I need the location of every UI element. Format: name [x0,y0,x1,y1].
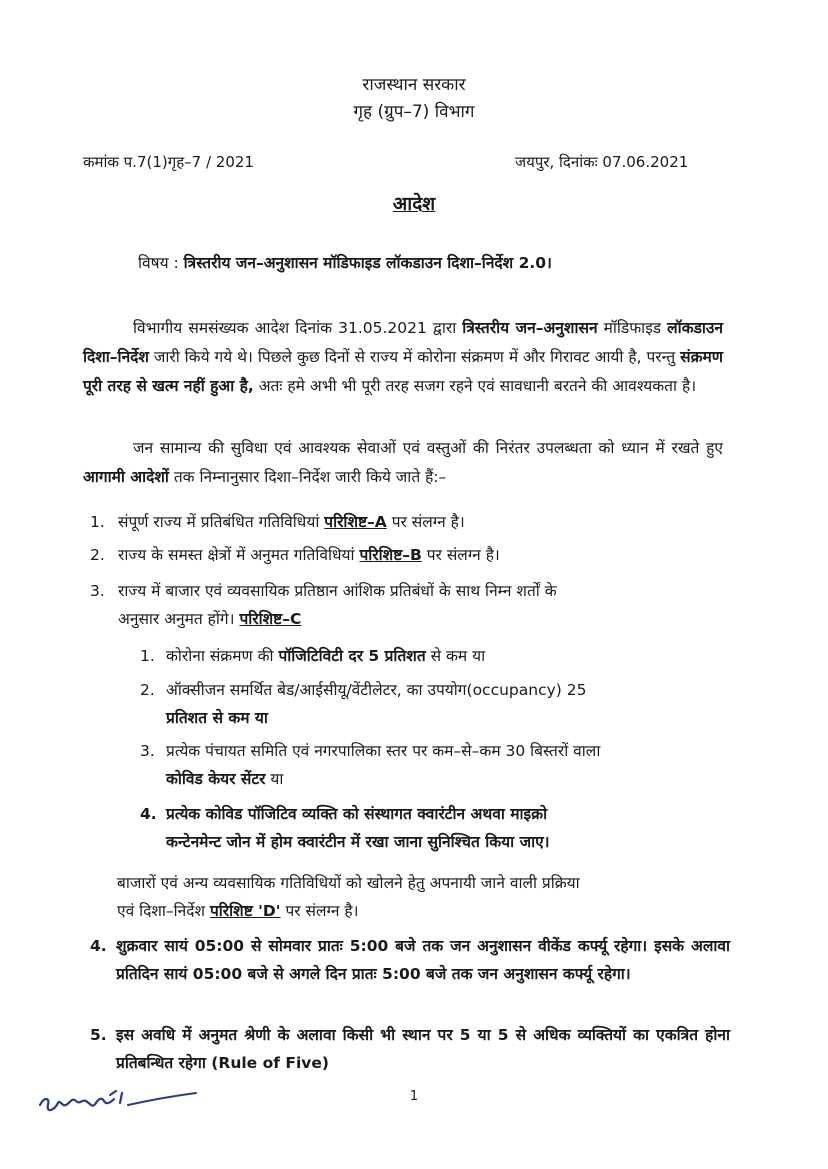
list-item [90,1021,730,1077]
para2-bold-1: आगामी आदेशों [83,468,169,486]
annexure-c-link: परिशिष्ट–C [239,610,302,628]
sub-list-item [140,737,725,795]
item-number: 5. [90,1026,107,1044]
item-text: शुक्रवार सायं 05:00 से सोमवार प्रातः 5:00 बजे तक जन अनुशासन वीकेंड कर्फ्यू रहेगा। इसके अलावा प्रतिदिन सायं 05:00 बजे से अगले दिन प्रातः 5:00 बजे तक जन अनुशासन कर्फ्यू रहेगा। [116,937,730,983]
subitem-text-end: या [265,770,284,788]
annexure-b-link: परिशिष्ट–B [359,546,422,564]
para1-text-4: अतः हमे अभी भी पूरी तरह सजग रहने एवं सावधानी बरतने की आवश्यकता है। [253,377,697,395]
signature-icon [36,1083,216,1123]
sub-list-item [140,642,725,670]
subitem-text-end: से कम या [425,647,486,665]
list-item [90,932,730,988]
item-number: 2. [90,546,105,564]
department-name: गृह (ग्रुप–7) विभाग [353,102,475,122]
item-text: राज्य के समस्त क्षेत्रों में अनुमत गतिविधियां [118,546,360,564]
subject-text: त्रिस्तरीय जन–अनुशासन मॉडिफाइड लॉकडाउन दिशा–निर्देश 2.0। [183,254,552,272]
subitem-number: 3. [140,742,155,760]
para1-bold-3: संक्रमण पूरी तरह से खत्म नहीं हुआ है, [83,348,723,395]
para1-text-2: मॉडिफाइड [597,319,668,337]
subject-prefix: विषय : [138,254,184,272]
item-text-end: पर संलग्न है। [386,513,465,531]
subitem-text: प्रत्येक पंचायत समिति एवं नगरपालिका स्तर पर कम–से–कम 30 बिस्तरों वाला [166,742,601,760]
para1-bold-1: त्रिस्तरीय जन–अनुशासन [462,319,598,337]
item-number: 3. [90,582,105,600]
annexure-d-link: परिशिष्ट 'D' [209,902,281,920]
para1-bold-2: लॉकडाउन दिशा–निर्देश [83,319,724,366]
list-item [90,541,730,569]
subitem-number: 4. [140,805,157,823]
subitem-bold: कोविड केयर सेंटर [166,770,266,788]
order-title: आदेश [392,193,436,215]
subitem-text-line2: कन्टेनमेन्ट जोन में होम क्वारंटीन में रखा जाना सुनिश्चित किया जाए। [166,833,550,851]
subitem-bold: पॉजिटिविटी दर 5 प्रतिशत [278,647,426,665]
sub-list-item [140,800,725,858]
reference-number: कमांक प.7(1)गृह–7 / 2021 [83,153,254,171]
subitem-text: प्रत्येक कोविड पॉजिटिव व्यक्ति को संस्थागत क्वारंटीन अथवा माइक्रो [166,805,548,823]
sub-list-item [140,676,725,734]
subitem-number: 2. [140,681,155,699]
subitem-bold: प्रतिशत से कम या [166,709,268,727]
item-number: 1. [90,513,105,531]
subject-line [138,251,552,273]
annexure-a-link: परिशिष्ट–A [324,513,387,531]
para3-line1: बाजारों एवं अन्य व्यवसायिक गतिविधियों को खोलने हेतु अपनायी जाने वाली प्रक्रिया [117,874,580,892]
paragraph-3 [117,869,727,927]
para3-text: एवं दिशा–निर्देश [117,902,210,920]
para3-text-end: पर संलग्न है। [280,902,359,920]
paragraph-2 [83,434,723,492]
list-item [90,508,730,536]
government-name: राजस्थान सरकार [362,75,466,95]
item-text-line2: अनुसार अनुमत होंगे। [118,610,240,628]
para1-text-3: जारी किये गये थे। पिछले कुछ दिनों से राज्य में कोरोना संक्रमण में और गिरावट आयी है, परन्तु [148,348,681,366]
para2-text-1: जन सामान्य की सुविधा एवं आवश्यक सेवाओं एवं वस्तुओं की निरंतर उपलब्धता को ध्यान में रखते हुए [133,439,723,457]
item-text: राज्य में बाजार एवं व्यवसायिक प्रतिष्ठान आंशिक प्रतिबंधों के साथ निम्न शर्तों के [118,582,557,600]
para2-text-2: तक निम्नानुसार दिशा–निर्देश जारी किये जाते हैं:– [168,468,447,486]
subitem-number: 1. [140,647,155,665]
item-text-end: पर संलग्न है। [421,546,500,564]
page-number: 1 [409,1089,419,1104]
item-number: 4. [90,937,107,955]
item-text: संपूर्ण राज्य में प्रतिबंधित गतिविधियां [118,513,325,531]
place-date: जयपुर, दिनांकः 07.06.2021 [515,153,689,171]
paragraph-1 [83,314,723,401]
subitem-text: कोरोना संक्रमण की [166,647,279,665]
subitem-text: ऑक्सीजन समर्थित बेड/आईसीयू/वेंटीलेटर, का उपयोग(occupancy) 25 [166,681,587,699]
item-text: इस अवधि में अनुमत श्रेणी के अलावा किसी भी स्थान पर 5 या 5 से अधिक व्यक्तियों का एकत्रित होना प्रतिबन्धित रहेगा (Rule of Five) [116,1026,730,1072]
para1-text-1: विभागीय समसंख्यक आदेश दिनांक 31.05.2021 द्वारा [133,319,463,337]
list-item [90,577,730,635]
